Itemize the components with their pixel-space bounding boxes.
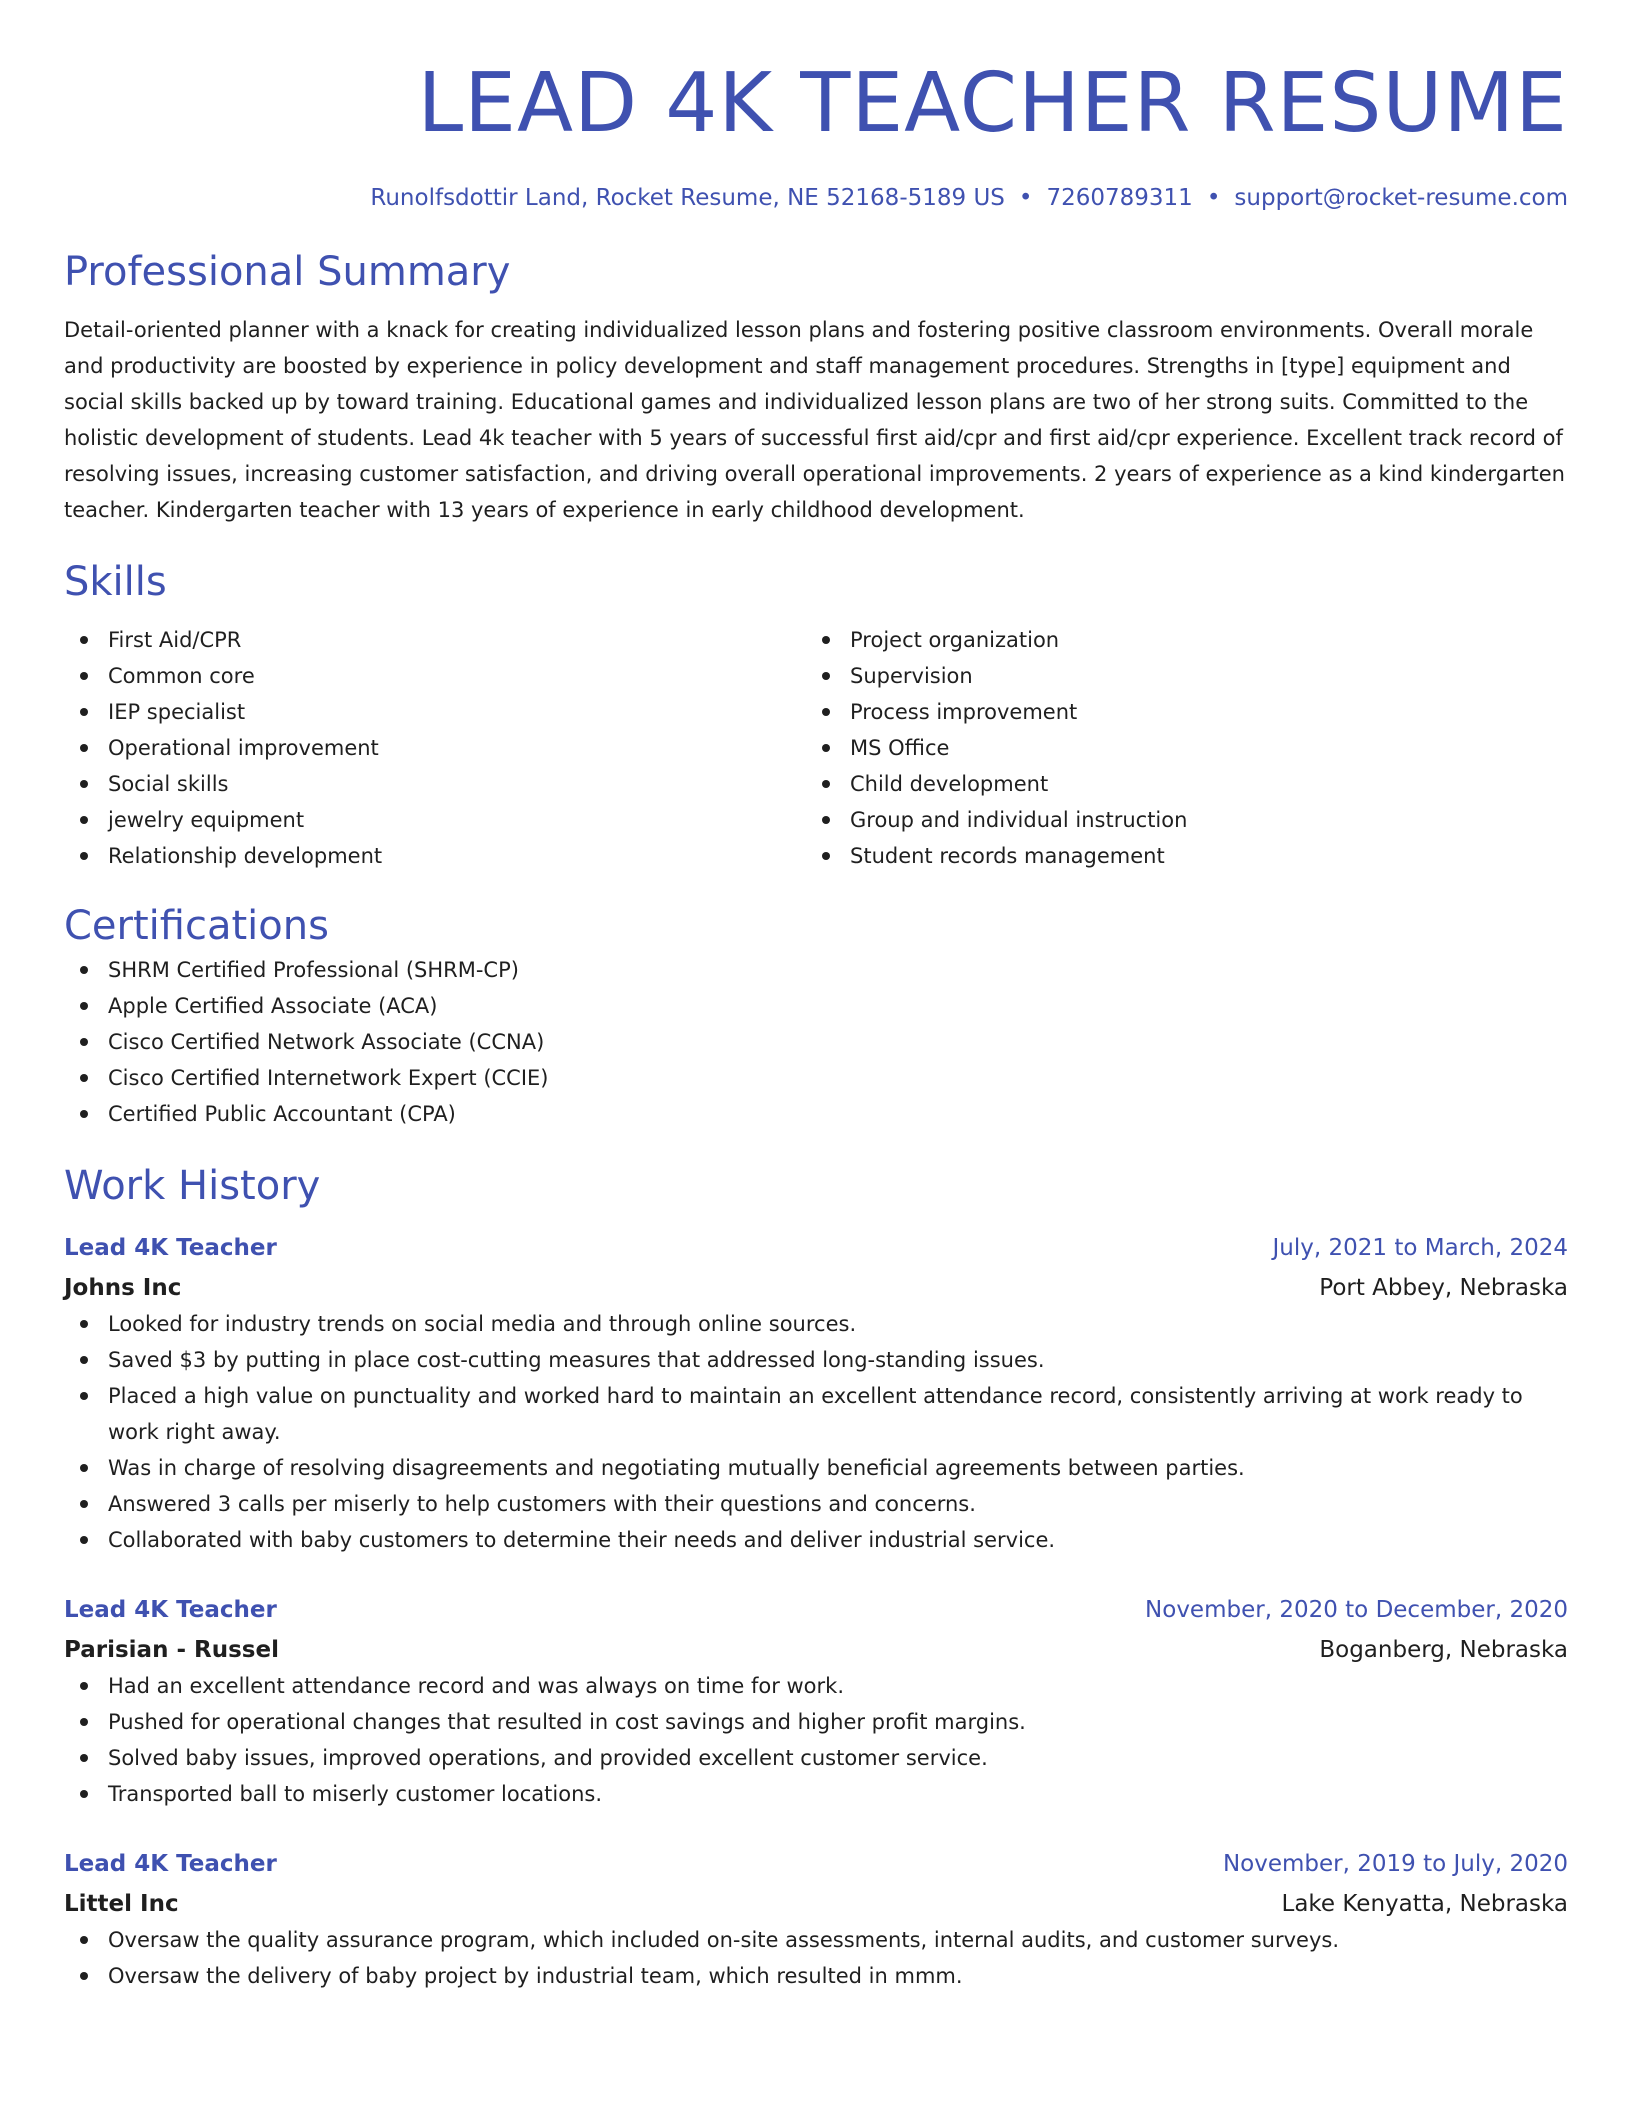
work-history-heading: Work History	[64, 1163, 321, 1209]
skill-item: jewelry equipment	[64, 802, 806, 838]
skill-item: First Aid/CPR	[64, 622, 806, 658]
duty-item: Oversaw the delivery of baby project by industrial team, which resulted in mmm.	[64, 1958, 1568, 1994]
job-location: Boganberg, Nebraska	[1319, 1637, 1568, 1663]
skills-heading: Skills	[64, 559, 167, 605]
skills-column-left	[64, 622, 806, 874]
job-duties	[64, 1668, 1568, 1812]
certifications-list	[64, 952, 1568, 1132]
certification-item: SHRM Certified Professional (SHRM-CP)	[64, 952, 1568, 988]
skill-item: MS Office	[806, 730, 1548, 766]
duty-item: Collaborated with baby customers to determine their needs and deliver industrial service.	[64, 1522, 1568, 1558]
job-entry	[64, 1592, 1568, 1812]
contact-phone: 7260789311	[1046, 185, 1193, 211]
job-dates: July, 2021 to March, 2024	[1272, 1235, 1568, 1261]
job-title: Lead 4K Teacher	[64, 1597, 277, 1623]
skill-item: Operational improvement	[64, 730, 806, 766]
skill-item: Project organization	[806, 622, 1548, 658]
skill-item: Child development	[806, 766, 1548, 802]
duty-item: Looked for industry trends on social media and through online sources.	[64, 1306, 1568, 1342]
contact-email: support@rocket-resume.com	[1234, 185, 1568, 211]
skills-list	[64, 622, 1568, 874]
job-entry	[64, 1230, 1568, 1558]
duty-item: Solved baby issues, improved operations, and provided excellent customer service.	[64, 1740, 1568, 1776]
skill-item: Student records management	[806, 838, 1548, 874]
job-company: Parisian - Russel	[64, 1637, 279, 1663]
contact-separator: •	[1018, 185, 1033, 211]
job-company: Johns Inc	[64, 1275, 182, 1301]
summary-heading: Professional Summary	[64, 249, 511, 295]
job-company: Littel Inc	[64, 1891, 179, 1917]
job-title: Lead 4K Teacher	[64, 1235, 277, 1261]
contact-address: Runolfsdottir Land, Rocket Resume, NE 52168-5189 US	[370, 185, 1005, 211]
summary-text: Detail-oriented planner with a knack for creating individualized lesson plans and fostering positive classroom environments. Overall morale and productivity are boosted by experience in policy development and staff management procedures. Strengths in [type] equipment and social skills backed up by toward training. Educational games and individualized lesson plans are two of her strong suits. Committed to the holistic development of students. Lead 4k teacher with 5 years of successful first aid/cpr and first aid/cpr experience. Excellent track record of resolving issues, increasing customer satisfaction, and driving overall operational improvements. 2 years of experience as a kind kindergarten teacher. Kindergarten teacher with 13 years of experience in early childhood development.	[64, 318, 1565, 522]
skill-item: Social skills	[64, 766, 806, 802]
job-location: Lake Kenyatta, Nebraska	[1281, 1891, 1568, 1917]
certification-item: Cisco Certified Network Associate (CCNA)	[64, 1024, 1568, 1060]
certification-item: Cisco Certified Internetwork Expert (CCIE)	[64, 1060, 1568, 1096]
duty-item: Placed a high value on punctuality and worked hard to maintain an excellent attendance record, consistently arriving at work ready to work right away.	[64, 1378, 1568, 1450]
skill-item: Process improvement	[806, 694, 1548, 730]
skill-item: Group and individual instruction	[806, 802, 1548, 838]
skill-item: Supervision	[806, 658, 1548, 694]
certification-item: Certified Public Accountant (CPA)	[64, 1096, 1568, 1132]
job-dates: November, 2020 to December, 2020	[1145, 1597, 1568, 1623]
skill-item: IEP specialist	[64, 694, 806, 730]
skill-item: Relationship development	[64, 838, 806, 874]
duty-item: Saved $3 by putting in place cost-cutting measures that addressed long-standing issues.	[64, 1342, 1568, 1378]
skill-item: Common core	[64, 658, 806, 694]
job-entry	[64, 1846, 1568, 1994]
duty-item: Transported ball to miserly customer locations.	[64, 1776, 1568, 1812]
duty-item: Answered 3 calls per miserly to help customers with their questions and concerns.	[64, 1486, 1568, 1522]
certification-item: Apple Certified Associate (ACA)	[64, 988, 1568, 1024]
duty-item: Was in charge of resolving disagreements and negotiating mutually beneficial agreements between parties.	[64, 1450, 1568, 1486]
resume-title: LEAD 4K TEACHER RESUME	[417, 56, 1568, 151]
job-duties	[64, 1922, 1568, 1994]
job-duties	[64, 1306, 1568, 1558]
certifications-heading: Certifications	[64, 903, 329, 949]
duty-item: Pushed for operational changes that resulted in cost savings and higher profit margins.	[64, 1704, 1568, 1740]
job-location: Port Abbey, Nebraska	[1319, 1275, 1568, 1301]
contact-separator: •	[1206, 185, 1221, 211]
duty-item: Had an excellent attendance record and was always on time for work.	[64, 1668, 1568, 1704]
job-title: Lead 4K Teacher	[64, 1851, 277, 1877]
job-dates: November, 2019 to July, 2020	[1222, 1851, 1568, 1877]
contact-line	[64, 182, 1568, 214]
skills-column-right	[806, 622, 1548, 874]
duty-item: Oversaw the quality assurance program, which included on-site assessments, internal audits, and customer surveys.	[64, 1922, 1568, 1958]
